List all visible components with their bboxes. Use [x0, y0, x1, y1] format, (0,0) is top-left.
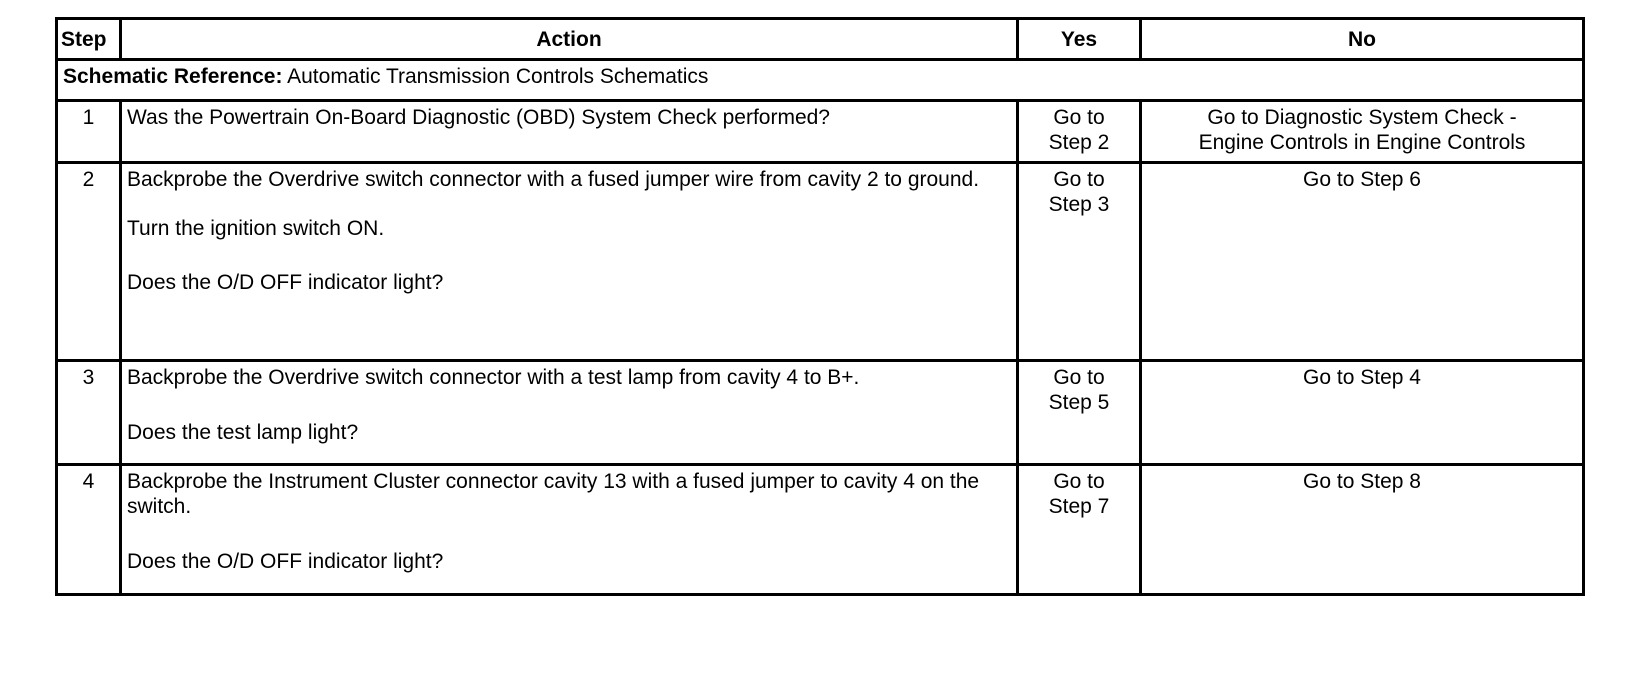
- yes-text-line: Step 3: [1048, 193, 1110, 216]
- header-no: No: [1141, 19, 1584, 60]
- yes-text-line: Go to: [1053, 106, 1105, 129]
- no-cell: [1141, 361, 1584, 465]
- no-cell: [1141, 465, 1584, 595]
- header-step: Step: [57, 19, 121, 60]
- no-text-line: Go to Step 6: [1303, 168, 1421, 191]
- action-text: Backprobe the Instrument Cluster connector cavity 13 with a fused jumper to cavity 4 on the switch.: [127, 470, 980, 518]
- yes-text-line: Go to: [1053, 168, 1105, 191]
- table-row: [57, 465, 1584, 595]
- header-action: Action: [121, 19, 1018, 60]
- schematic-reference: [57, 60, 1584, 101]
- action-text: Does the O/D OFF indicator light?: [127, 271, 444, 294]
- no-cell: [1141, 163, 1584, 361]
- yes-cell: [1018, 361, 1141, 465]
- no-text-line: Engine Controls in Engine Controls: [1198, 131, 1526, 154]
- action-text: Does the O/D OFF indicator light?: [127, 550, 444, 573]
- diagnostic-table: [55, 17, 1585, 596]
- yes-text-line: Go to: [1053, 470, 1105, 493]
- action-cell: [121, 361, 1018, 465]
- action-cell: [121, 101, 1018, 163]
- action-text: Was the Powertrain On-Board Diagnostic (OBD) System Check performed?: [127, 106, 830, 129]
- table-row: [57, 163, 1584, 361]
- schematic-reference-value: Automatic Transmission Controls Schematics: [282, 65, 709, 88]
- yes-text-line: Step 2: [1048, 131, 1110, 154]
- action-text: Backprobe the Overdrive switch connector with a test lamp from cavity 4 to B+.: [127, 366, 860, 389]
- action-cell: [121, 163, 1018, 361]
- yes-cell: [1018, 465, 1141, 595]
- yes-text-line: Go to: [1053, 366, 1105, 389]
- schematic-reference-label: Schematic Reference:: [63, 65, 283, 88]
- action-text: Turn the ignition switch ON.: [127, 217, 385, 240]
- action-text: Does the test lamp light?: [127, 421, 359, 444]
- action-text: Backprobe the Overdrive switch connector with a fused jumper wire from cavity 2 to ground.: [127, 168, 980, 191]
- header-yes: Yes: [1018, 19, 1141, 60]
- step-number: 3: [57, 361, 121, 465]
- table-row: [57, 101, 1584, 163]
- step-number: 1: [57, 101, 121, 163]
- yes-cell: [1018, 163, 1141, 361]
- table-row: [57, 361, 1584, 465]
- step-number: 4: [57, 465, 121, 595]
- yes-text-line: Step 5: [1048, 391, 1110, 414]
- step-number: 2: [57, 163, 121, 361]
- action-cell: [121, 465, 1018, 595]
- yes-cell: [1018, 101, 1141, 163]
- no-text-line: Go to Step 8: [1303, 470, 1421, 493]
- schematic-reference-row: [57, 60, 1584, 101]
- no-text-line: Go to Diagnostic System Check -: [1207, 106, 1517, 129]
- no-cell: [1141, 101, 1584, 163]
- header-row: [57, 19, 1584, 60]
- yes-text-line: Step 7: [1048, 495, 1110, 518]
- no-text-line: Go to Step 4: [1303, 366, 1421, 389]
